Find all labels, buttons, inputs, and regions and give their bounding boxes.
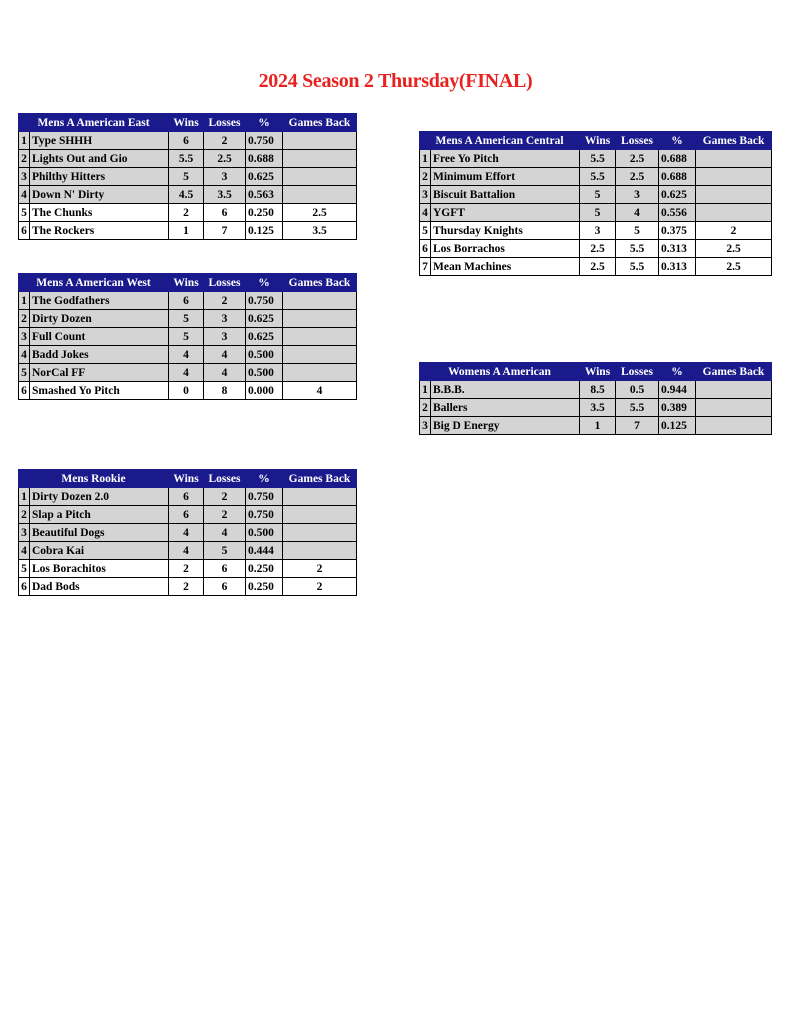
games-back-cell <box>283 364 357 382</box>
games-back-cell <box>283 328 357 346</box>
losses-header: Losses <box>616 132 659 150</box>
team-name-cell: Dad Bods <box>30 578 169 596</box>
team-name-cell: NorCal FF <box>30 364 169 382</box>
table-row <box>19 488 357 506</box>
games-back-cell <box>283 132 357 150</box>
header-row <box>420 363 772 381</box>
team-name-cell: Smashed Yo Pitch <box>30 382 169 400</box>
team-name-cell: The Rockers <box>30 222 169 240</box>
table-row <box>19 560 357 578</box>
games-back-cell: 2 <box>283 578 357 596</box>
wins-cell: 4 <box>169 524 204 542</box>
wins-cell: 2 <box>169 560 204 578</box>
pct-cell: 0.556 <box>659 204 696 222</box>
games-back-cell <box>696 186 772 204</box>
wins-cell: 5 <box>580 204 616 222</box>
division-name: Mens Rookie <box>19 470 169 488</box>
pct-cell: 0.500 <box>246 524 283 542</box>
games-back-cell <box>283 346 357 364</box>
pct-cell: 0.125 <box>659 417 696 435</box>
pct-cell: 0.313 <box>659 258 696 276</box>
losses-header: Losses <box>616 363 659 381</box>
games-back-cell: 3.5 <box>283 222 357 240</box>
rank-cell: 3 <box>19 524 30 542</box>
games-back-header: Games Back <box>696 363 772 381</box>
rank-cell: 5 <box>19 560 30 578</box>
team-name-cell: Lights Out and Gio <box>30 150 169 168</box>
team-name-cell: The Godfathers <box>30 292 169 310</box>
pct-cell: 0.500 <box>246 346 283 364</box>
pct-cell: 0.313 <box>659 240 696 258</box>
rank-cell: 6 <box>19 222 30 240</box>
games-back-cell <box>283 524 357 542</box>
pct-cell: 0.750 <box>246 506 283 524</box>
team-name-cell: Dirty Dozen <box>30 310 169 328</box>
games-back-cell <box>283 506 357 524</box>
table-row <box>19 222 357 240</box>
pct-cell: 0.250 <box>246 204 283 222</box>
losses-cell: 2.5 <box>204 150 246 168</box>
games-back-cell: 2 <box>696 222 772 240</box>
rank-cell: 4 <box>19 186 30 204</box>
losses-cell: 2.5 <box>616 150 659 168</box>
division-name: Mens A American Central <box>420 132 580 150</box>
team-name-cell: Dirty Dozen 2.0 <box>30 488 169 506</box>
wins-cell: 2 <box>169 578 204 596</box>
team-name-cell: Minimum Effort <box>431 168 580 186</box>
pct-cell: 0.125 <box>246 222 283 240</box>
losses-cell: 2.5 <box>616 168 659 186</box>
losses-cell: 0.5 <box>616 381 659 399</box>
wins-header: Wins <box>169 274 204 292</box>
team-name-cell: Big D Energy <box>431 417 580 435</box>
table-row <box>19 506 357 524</box>
losses-cell: 7 <box>616 417 659 435</box>
losses-header: Losses <box>204 470 246 488</box>
table-row <box>420 399 772 417</box>
rank-cell: 2 <box>19 310 30 328</box>
table-row <box>19 346 357 364</box>
pct-cell: 0.625 <box>246 168 283 186</box>
table-row <box>19 364 357 382</box>
wins-cell: 5.5 <box>580 150 616 168</box>
wins-header: Wins <box>580 363 616 381</box>
losses-header: Losses <box>204 274 246 292</box>
team-name-cell: Biscuit Battalion <box>431 186 580 204</box>
team-name-cell: Down N' Dirty <box>30 186 169 204</box>
team-name-cell: Philthy Hitters <box>30 168 169 186</box>
games-back-cell: 4 <box>283 382 357 400</box>
wins-cell: 6 <box>169 132 204 150</box>
losses-cell: 4 <box>204 346 246 364</box>
losses-cell: 3.5 <box>204 186 246 204</box>
games-back-cell: 2.5 <box>696 240 772 258</box>
pct-cell: 0.688 <box>659 150 696 168</box>
table-row <box>19 310 357 328</box>
pct-cell: 0.944 <box>659 381 696 399</box>
table-row <box>19 186 357 204</box>
rank-cell: 4 <box>19 542 30 560</box>
wins-cell: 5.5 <box>580 168 616 186</box>
division-name: Womens A American <box>420 363 580 381</box>
games-back-cell <box>283 542 357 560</box>
rank-cell: 3 <box>19 168 30 186</box>
losses-cell: 5.5 <box>616 240 659 258</box>
losses-cell: 5.5 <box>616 399 659 417</box>
wins-cell: 6 <box>169 506 204 524</box>
standings-table-womens-a-american <box>419 362 772 435</box>
team-name-cell: Free Yo Pitch <box>431 150 580 168</box>
team-name-cell: Los Borrachos <box>431 240 580 258</box>
header-row <box>420 132 772 150</box>
pct-header: % <box>246 470 283 488</box>
pct-cell: 0.750 <box>246 292 283 310</box>
pct-header: % <box>246 274 283 292</box>
standings-table-mens-a-american-west <box>18 273 357 400</box>
rank-cell: 4 <box>420 204 431 222</box>
rank-cell: 3 <box>19 328 30 346</box>
rank-cell: 1 <box>420 381 431 399</box>
team-name-cell: Mean Machines <box>431 258 580 276</box>
wins-cell: 2.5 <box>580 240 616 258</box>
wins-cell: 5.5 <box>169 150 204 168</box>
wins-cell: 5 <box>169 328 204 346</box>
wins-cell: 0 <box>169 382 204 400</box>
games-back-header: Games Back <box>696 132 772 150</box>
losses-cell: 2 <box>204 292 246 310</box>
wins-cell: 5 <box>169 168 204 186</box>
wins-cell: 3 <box>580 222 616 240</box>
rank-cell: 5 <box>19 204 30 222</box>
wins-header: Wins <box>580 132 616 150</box>
wins-cell: 2.5 <box>580 258 616 276</box>
rank-cell: 3 <box>420 417 431 435</box>
rank-cell: 2 <box>420 168 431 186</box>
rank-cell: 1 <box>19 488 30 506</box>
losses-cell: 3 <box>204 310 246 328</box>
rank-cell: 5 <box>19 364 30 382</box>
wins-cell: 5 <box>169 310 204 328</box>
team-name-cell: Type SHHH <box>30 132 169 150</box>
team-name-cell: Full Count <box>30 328 169 346</box>
team-name-cell: YGFT <box>431 204 580 222</box>
games-back-cell <box>696 168 772 186</box>
table-row <box>19 578 357 596</box>
pct-cell: 0.389 <box>659 399 696 417</box>
team-name-cell: B.B.B. <box>431 381 580 399</box>
table-row <box>420 204 772 222</box>
table-row <box>19 382 357 400</box>
wins-cell: 2 <box>169 204 204 222</box>
games-back-cell <box>283 488 357 506</box>
games-back-cell <box>696 150 772 168</box>
table-row <box>19 328 357 346</box>
losses-header: Losses <box>204 114 246 132</box>
games-back-header: Games Back <box>283 114 357 132</box>
wins-cell: 4.5 <box>169 186 204 204</box>
standings-table-mens-a-american-east <box>18 113 357 240</box>
losses-cell: 4 <box>204 364 246 382</box>
team-name-cell: Cobra Kai <box>30 542 169 560</box>
table-row <box>19 132 357 150</box>
pct-cell: 0.375 <box>659 222 696 240</box>
games-back-cell <box>283 168 357 186</box>
games-back-cell: 2.5 <box>696 258 772 276</box>
rank-cell: 5 <box>420 222 431 240</box>
pct-header: % <box>659 363 696 381</box>
table-row <box>19 292 357 310</box>
games-back-header: Games Back <box>283 470 357 488</box>
table-row <box>420 186 772 204</box>
losses-cell: 6 <box>204 578 246 596</box>
wins-cell: 4 <box>169 542 204 560</box>
rank-cell: 4 <box>19 346 30 364</box>
wins-cell: 4 <box>169 346 204 364</box>
losses-cell: 6 <box>204 560 246 578</box>
pct-cell: 0.250 <box>246 578 283 596</box>
losses-cell: 8 <box>204 382 246 400</box>
games-back-cell <box>283 186 357 204</box>
rank-cell: 2 <box>420 399 431 417</box>
pct-header: % <box>659 132 696 150</box>
table-row <box>420 258 772 276</box>
games-back-header: Games Back <box>283 274 357 292</box>
rank-cell: 6 <box>19 382 30 400</box>
games-back-cell <box>283 310 357 328</box>
pct-cell: 0.750 <box>246 488 283 506</box>
pct-cell: 0.444 <box>246 542 283 560</box>
team-name-cell: Badd Jokes <box>30 346 169 364</box>
table-row <box>19 204 357 222</box>
standings-table-mens-rookie <box>18 469 357 596</box>
table-row <box>420 240 772 258</box>
rank-cell: 6 <box>19 578 30 596</box>
division-name: Mens A American West <box>19 274 169 292</box>
page-title: 2024 Season 2 Thursday(FINAL) <box>258 70 533 92</box>
losses-cell: 2 <box>204 488 246 506</box>
table-row <box>19 150 357 168</box>
rank-cell: 6 <box>420 240 431 258</box>
pct-cell: 0.688 <box>659 168 696 186</box>
losses-cell: 5 <box>616 222 659 240</box>
games-back-cell: 2 <box>283 560 357 578</box>
losses-cell: 3 <box>204 328 246 346</box>
games-back-cell <box>696 204 772 222</box>
losses-cell: 2 <box>204 506 246 524</box>
rank-cell: 1 <box>19 292 30 310</box>
pct-cell: 0.000 <box>246 382 283 400</box>
pct-cell: 0.500 <box>246 364 283 382</box>
team-name-cell: Ballers <box>431 399 580 417</box>
games-back-cell <box>283 292 357 310</box>
losses-cell: 3 <box>616 186 659 204</box>
rank-cell: 2 <box>19 506 30 524</box>
pct-cell: 0.625 <box>659 186 696 204</box>
pct-cell: 0.750 <box>246 132 283 150</box>
wins-header: Wins <box>169 470 204 488</box>
games-back-cell <box>283 150 357 168</box>
games-back-cell <box>696 399 772 417</box>
table-row <box>420 417 772 435</box>
division-name: Mens A American East <box>19 114 169 132</box>
losses-cell: 2 <box>204 132 246 150</box>
wins-cell: 3.5 <box>580 399 616 417</box>
table-row <box>19 542 357 560</box>
team-name-cell: The Chunks <box>30 204 169 222</box>
rank-cell: 7 <box>420 258 431 276</box>
games-back-cell <box>696 381 772 399</box>
losses-cell: 4 <box>616 204 659 222</box>
header-row <box>19 274 357 292</box>
table-row <box>420 222 772 240</box>
pct-cell: 0.625 <box>246 328 283 346</box>
wins-cell: 1 <box>169 222 204 240</box>
pct-cell: 0.625 <box>246 310 283 328</box>
rank-cell: 3 <box>420 186 431 204</box>
losses-cell: 7 <box>204 222 246 240</box>
wins-cell: 6 <box>169 292 204 310</box>
pct-cell: 0.563 <box>246 186 283 204</box>
team-name-cell: Slap a Pitch <box>30 506 169 524</box>
wins-cell: 8.5 <box>580 381 616 399</box>
header-row <box>19 470 357 488</box>
rank-cell: 1 <box>420 150 431 168</box>
losses-cell: 6 <box>204 204 246 222</box>
wins-cell: 5 <box>580 186 616 204</box>
wins-cell: 1 <box>580 417 616 435</box>
losses-cell: 4 <box>204 524 246 542</box>
table-row <box>420 150 772 168</box>
team-name-cell: Thursday Knights <box>431 222 580 240</box>
team-name-cell: Beautiful Dogs <box>30 524 169 542</box>
table-row <box>420 381 772 399</box>
wins-cell: 4 <box>169 364 204 382</box>
standings-table-mens-a-american-central <box>419 131 772 276</box>
pct-cell: 0.688 <box>246 150 283 168</box>
pct-cell: 0.250 <box>246 560 283 578</box>
table-row <box>420 168 772 186</box>
losses-cell: 5 <box>204 542 246 560</box>
games-back-cell: 2.5 <box>283 204 357 222</box>
pct-header: % <box>246 114 283 132</box>
table-row <box>19 524 357 542</box>
header-row <box>19 114 357 132</box>
table-row <box>19 168 357 186</box>
rank-cell: 2 <box>19 150 30 168</box>
losses-cell: 3 <box>204 168 246 186</box>
games-back-cell <box>696 417 772 435</box>
wins-header: Wins <box>169 114 204 132</box>
rank-cell: 1 <box>19 132 30 150</box>
losses-cell: 5.5 <box>616 258 659 276</box>
team-name-cell: Los Borachitos <box>30 560 169 578</box>
wins-cell: 6 <box>169 488 204 506</box>
